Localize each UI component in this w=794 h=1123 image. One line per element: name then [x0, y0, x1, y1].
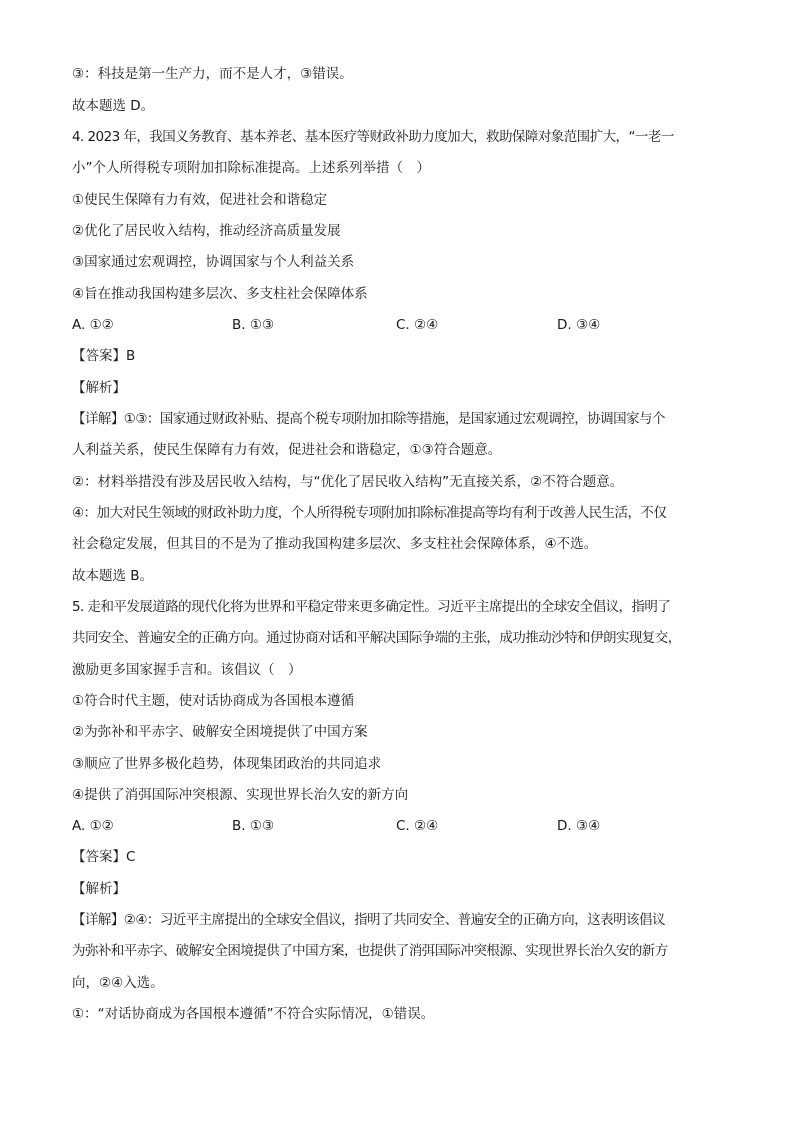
- q4-options: [72, 315, 722, 335]
- q5-explanation: ①：“对话协商成为各国根本遵循”不符合实际情况，①错误。: [72, 1006, 435, 1022]
- q4-explanation: 【详解】①③：国家通过财政补贴、提高个税专项附加扣除等措施，是国家通过宏观调控，协调国家与个: [72, 411, 665, 427]
- q4-analysis-heading: 【解析】: [72, 380, 126, 396]
- question-5-stem: 5. 走和平发展道路的现代化将为世界和平稳定带来更多确定性。习近平主席提出的全球安全倡议，指明了: [72, 599, 671, 615]
- q5-option-c: C. ②④: [396, 818, 439, 834]
- text-line: ③：科技是第一生产力，而不是人才，③错误。: [72, 66, 353, 82]
- text-line: 故本题选 D。: [72, 98, 155, 114]
- question-4-stem: 4. 2023 年，我国义务教育、基本养老、基本医疗等财政补助力度加大，救助保障对象范围扩大，“一老一: [72, 129, 674, 145]
- q5-option-b: B. ①③: [232, 818, 275, 834]
- question-5-stem-cont: 共同安全、普遍安全的正确方向。通过协商对话和平解决国际争端的主张，成功推动沙特和伊朗实现复交，: [72, 630, 681, 646]
- q5-statement-4: ④提供了消弭国际冲突根源、实现世界长治久安的新方向: [72, 787, 409, 803]
- q4-explanation: ②：材料举措没有涉及居民收入结构，与“优化了居民收入结构”无直接关系，②不符合题意。: [72, 474, 624, 490]
- q5-statement-2: ②为弥补和平赤字、破解安全困境提供了中国方案: [72, 724, 368, 740]
- q4-explanation: ④：加大对民生领域的财政补助力度，个人所得税专项附加扣除标准提高等均有利于改善人民生活，不仅: [72, 505, 667, 521]
- q5-option-a: A. ①②: [72, 818, 114, 834]
- q4-option-b: B. ①③: [232, 317, 275, 333]
- q4-conclusion: 故本题选 B。: [72, 568, 154, 584]
- q5-options: [72, 816, 722, 836]
- q4-statement-2: ②优化了居民收入结构，推动经济高质量发展: [72, 223, 341, 239]
- q5-statement-3: ③顺应了世界多极化趋势，体现集团政治的共同追求: [72, 756, 382, 772]
- q5-explanation: 向，②④入选。: [72, 975, 164, 991]
- q4-statement-1: ①使民生保障有力有效，促进社会和谐稳定: [72, 192, 328, 208]
- q5-analysis-heading: 【解析】: [72, 881, 126, 897]
- q5-explanation: 【详解】②④：习近平主席提出的全球安全倡议，指明了共同安全、普遍安全的正确方向，这表明该倡议: [72, 912, 665, 928]
- question-4-stem-cont: 小”个人所得税专项附加扣除标准提高。上述系列举措（ ）: [72, 160, 430, 176]
- q4-option-a: A. ①②: [72, 317, 114, 333]
- q5-option-d: D. ③④: [557, 818, 601, 834]
- q5-explanation: 为弥补和平赤字、破解安全困境提供了中国方案，也提供了消弭国际冲突根源、实现世界长治久安的新方: [72, 943, 668, 959]
- q4-answer: 【答案】B: [72, 348, 136, 364]
- q5-statement-1: ①符合时代主题，使对话协商成为各国根本遵循: [72, 693, 355, 709]
- q4-explanation: 社会稳定发展，但其目的不是为了推动我国构建多层次、多支柱社会保障体系，④不选。: [72, 536, 598, 552]
- question-5-stem-cont: 激励更多国家握手言和。该倡议（ ）: [72, 662, 302, 678]
- q4-option-c: C. ②④: [396, 317, 439, 333]
- q4-statement-4: ④旨在推动我国构建多层次、多支柱社会保障体系: [72, 286, 368, 302]
- q4-explanation: 人利益关系，使民生保障有力有效，促进社会和谐稳定，①③符合题意。: [72, 442, 502, 458]
- q4-option-d: D. ③④: [557, 317, 601, 333]
- q5-answer: 【答案】C: [72, 849, 136, 865]
- q4-statement-3: ③国家通过宏观调控，协调国家与个人利益关系: [72, 254, 355, 270]
